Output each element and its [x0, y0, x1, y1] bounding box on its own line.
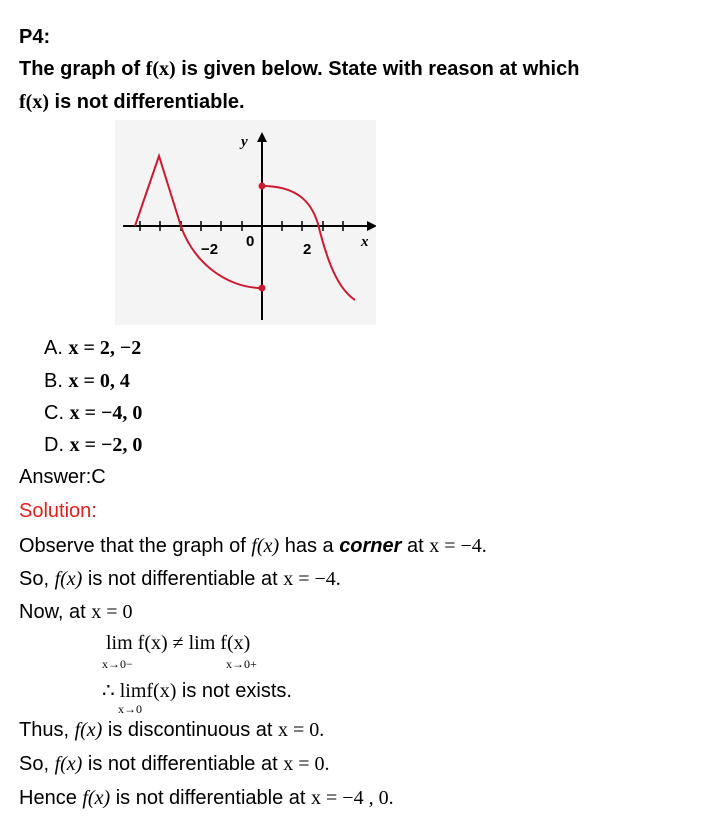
text: Thus,	[19, 719, 75, 741]
text: at	[401, 535, 430, 557]
text: is discontinuous at	[102, 719, 278, 741]
fx-symbol: f(x)	[74, 719, 103, 741]
question-text: is given below. State with reason at which	[175, 58, 580, 80]
function-graph	[115, 120, 376, 325]
text: is not differentiable at	[82, 568, 284, 590]
solution-line-3	[19, 601, 133, 624]
text: Hence	[19, 787, 83, 809]
option-a	[44, 337, 141, 360]
solution-line-7	[19, 787, 394, 810]
text: Now, at	[19, 601, 92, 623]
math: x = −4.	[429, 535, 487, 557]
text: So,	[19, 753, 55, 775]
text: is not exists.	[176, 680, 292, 702]
solution-line-1	[19, 535, 487, 558]
therefore-subscript: x→0	[118, 702, 142, 716]
curve-left-piece	[135, 156, 262, 288]
solution-line-5	[19, 719, 324, 742]
math: x = −4.	[283, 568, 341, 590]
problem-label: P4:	[19, 26, 51, 48]
curve	[135, 156, 355, 300]
question-line-1	[19, 58, 579, 81]
limit-left-subscript: x→0−	[102, 657, 133, 671]
option-letter: D.	[44, 434, 64, 456]
open-dot-marker	[259, 183, 266, 190]
y-axis-arrow	[257, 132, 267, 142]
option-b	[44, 370, 130, 393]
tick-label-0: 0	[246, 233, 255, 250]
option-value: x = 2, −2	[68, 337, 142, 359]
option-value: x = 0, 4	[68, 370, 130, 392]
tick-label-2: 2	[303, 241, 312, 258]
closed-dot-marker	[259, 285, 266, 292]
text: Observe that the graph of	[19, 535, 252, 557]
question-line-2	[19, 91, 245, 114]
option-value: x = −4, 0	[69, 402, 143, 424]
math: x = 0.	[278, 719, 325, 741]
option-letter: C.	[44, 402, 64, 424]
question-text: is not differentiable.	[48, 91, 245, 113]
text: has a	[279, 535, 340, 557]
therefore-line	[102, 678, 292, 703]
limit-right-subscript: x→0+	[226, 657, 257, 671]
solution-line-6	[19, 753, 330, 776]
text: is not differentiable at	[110, 787, 312, 809]
fx-symbol: f(x)	[251, 535, 280, 557]
fx-symbol: f(x)	[82, 787, 111, 809]
x-axis-arrow	[367, 221, 376, 231]
y-axis-label: y	[241, 134, 248, 150]
fx-symbol: f(x)	[54, 753, 83, 775]
fx-symbol: f(x)	[19, 91, 49, 113]
math: x = 0.	[283, 753, 330, 775]
answer-value: C	[91, 466, 106, 488]
fx-symbol: f(x)	[145, 58, 176, 80]
option-c	[44, 402, 142, 425]
option-d	[44, 434, 142, 457]
fx-symbol: f(x)	[54, 568, 83, 590]
option-letter: B.	[44, 370, 63, 392]
question-text: The graph of	[19, 58, 146, 80]
x-axis-label: x	[361, 234, 369, 250]
graph-svg	[115, 120, 376, 325]
answer-label: Answer:	[19, 466, 92, 488]
answer-line	[19, 466, 106, 489]
option-value: x = −2, 0	[69, 434, 143, 456]
option-letter: A.	[44, 337, 63, 359]
solution-label: Solution:	[19, 500, 97, 522]
corner-emphasis: corner	[339, 535, 402, 557]
limit-inequality: lim f(x) ≠ lim f(x)	[106, 632, 251, 654]
text: So,	[19, 568, 55, 590]
text: is not differentiable at	[82, 753, 284, 775]
math: ∴ limf(x)	[102, 680, 177, 702]
tick-label-neg2: −2	[201, 241, 219, 258]
solution-line-2	[19, 568, 341, 591]
math: x = −4 , 0.	[311, 787, 394, 809]
math: x = 0	[91, 601, 133, 623]
